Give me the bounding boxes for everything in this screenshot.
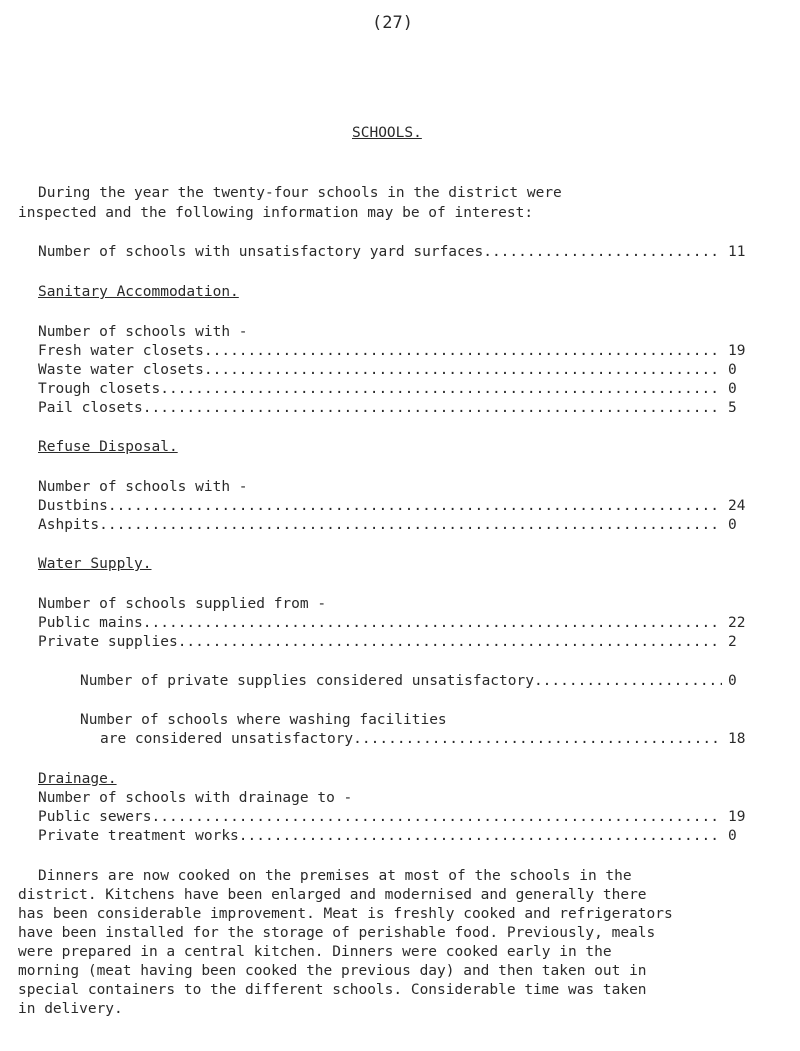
row-label: Pail closets <box>38 400 143 416</box>
leader-dots <box>160 380 722 399</box>
dinners-line: were prepared in a central kitchen. Dinners were cooked early in the <box>18 944 612 960</box>
row-value: 11 <box>728 244 746 260</box>
row-label: Dustbins <box>38 498 108 514</box>
leader-dots <box>152 808 723 827</box>
leader-dots <box>534 672 722 691</box>
row-label: Waste water closets <box>38 362 204 378</box>
leader-dots <box>99 516 722 535</box>
dinners-line: morning (meat having been cooked the previous day) and then taken out in <box>18 963 647 979</box>
refuse-subheading: Number of schools with - <box>38 479 248 495</box>
leader-dots <box>204 361 722 380</box>
row-label: Number of private supplies considered unsatisfactory <box>80 673 534 689</box>
leader-dots <box>353 730 722 749</box>
row-value: 19 <box>728 809 746 825</box>
water-row <box>38 633 750 652</box>
row-value: 0 <box>728 673 737 689</box>
drainage-subheading: Number of schools with drainage to - <box>38 790 353 806</box>
leader-dots <box>483 243 722 262</box>
leader-dots <box>143 614 722 633</box>
washing-line-1: Number of schools where washing facilities <box>80 712 447 728</box>
row-value: 0 <box>728 381 737 397</box>
row-label: are considered unsatisfactory <box>100 731 354 747</box>
row-label: Private supplies <box>38 634 178 650</box>
dinners-line: in delivery. <box>18 1001 123 1017</box>
row-label: Public mains <box>38 615 143 631</box>
row-label: Fresh water closets <box>38 343 204 359</box>
page-title: SCHOOLS. <box>352 125 422 141</box>
dinners-line: Dinners are now cooked on the premises at most of the schools in the <box>38 868 632 884</box>
row-value: 0 <box>728 828 737 844</box>
row-value: 2 <box>728 634 737 650</box>
row-value: 18 <box>728 731 746 747</box>
sanitary-subheading: Number of schools with - <box>38 324 248 340</box>
row-value: 5 <box>728 400 737 416</box>
unsatisfactory-supplies-row <box>80 672 750 691</box>
row-value: 19 <box>728 343 746 359</box>
row-label: Private treatment works <box>38 828 239 844</box>
row-label: Public sewers <box>38 809 152 825</box>
refuse-row <box>38 516 750 535</box>
drainage-row <box>38 827 750 846</box>
dinners-line: district. Kitchens have been enlarged and modernised and generally there <box>18 887 647 903</box>
water-row <box>38 614 750 633</box>
row-value: 24 <box>728 498 746 514</box>
row-label: Ashpits <box>38 517 100 533</box>
section-heading-water: Water Supply. <box>38 556 152 572</box>
drainage-row <box>38 808 750 827</box>
dinners-line: have been installed for the storage of perishable food. Previously, meals <box>18 925 656 941</box>
row-label: Trough closets <box>38 381 161 397</box>
row-value: 22 <box>728 615 746 631</box>
intro-line-2: inspected and the following information may be of interest: <box>18 205 534 221</box>
leader-dots <box>204 342 722 361</box>
sanitary-row <box>38 399 750 418</box>
washing-row <box>100 730 750 749</box>
section-heading-refuse: Refuse Disposal. <box>38 439 178 455</box>
sanitary-row <box>38 380 750 399</box>
dinners-line: has been considerable improvement. Meat is freshly cooked and refrigerators <box>18 906 673 922</box>
intro-line-1: During the year the twenty-four schools in the district were <box>38 185 562 201</box>
row-value: 0 <box>728 362 737 378</box>
section-heading-drainage: Drainage. <box>38 771 117 787</box>
leader-dots <box>178 633 722 652</box>
leader-dots <box>143 399 722 418</box>
row-label: Number of schools with unsatisfactory yard surfaces <box>38 244 484 260</box>
section-heading-sanitary: Sanitary Accommodation. <box>38 284 239 300</box>
row-value: 0 <box>728 517 737 533</box>
page-number: (27) <box>372 13 413 33</box>
leader-dots <box>239 827 722 846</box>
sanitary-row <box>38 361 750 380</box>
yard-surfaces-row <box>38 243 750 262</box>
leader-dots <box>108 497 722 516</box>
sanitary-row <box>38 342 750 361</box>
water-subheading: Number of schools supplied from - <box>38 596 327 612</box>
dinners-line: special containers to the different schools. Considerable time was taken <box>18 982 647 998</box>
refuse-row <box>38 497 750 516</box>
